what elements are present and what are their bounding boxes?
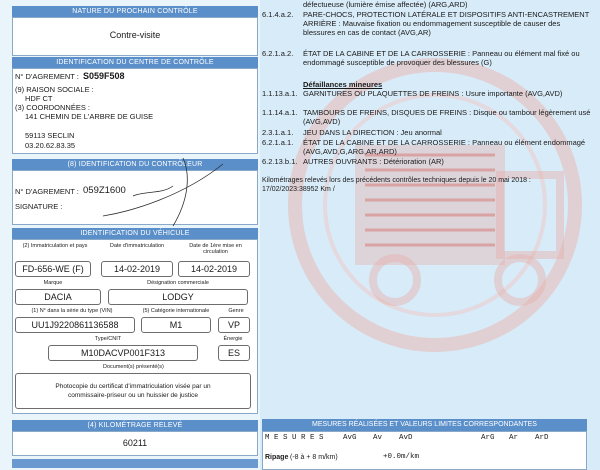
type-field: M10DACVP001F313 (48, 345, 198, 361)
immat-label: (2) Immatriculation et pays (22, 243, 88, 249)
date-circ-label: Date de 1ère mise en circulation (189, 243, 242, 255)
watermark-truck-emblem (285, 55, 595, 355)
mineure-text-2: JEU DANS LA DIRECTION : Jeu anormal (303, 128, 442, 137)
vin-field: UU1J9220861136588 (15, 317, 135, 333)
genre-label: Genre (228, 308, 244, 314)
centre-phone: 03.20.62.83.35 (25, 141, 76, 150)
energie-field: ES (218, 345, 250, 361)
km-header: (4) KILOMÉTRAGE RELEVÉ (12, 420, 258, 431)
mesures-box (262, 431, 587, 470)
ripage-label: Ripage (265, 454, 289, 461)
mesures-col-ard: ArD (535, 434, 549, 442)
km-value: 60211 (122, 438, 148, 448)
defect-text-2: ÉTAT DE LA CABINE ET DE LA CARROSSERIE : Panneau ou élément mal fixé ou endommagé susceptible de provoquer des blessures (G) (303, 49, 580, 67)
centre-agrement-label: N° D'AGREMENT : (15, 72, 79, 81)
coord-label: (3) COORDONNÉES : (15, 103, 91, 112)
signature-label: SIGNATURE : (15, 202, 63, 211)
km-note-line-1: Kilométrages relevés lors des précédents contrôles techniques depuis le 20 mai 2018 : (262, 177, 531, 184)
defect-text-1: PARE-CHOCS, PROTECTION LATÉRALE ET DISPOSITIFS ANTI-ENCASTREMENT ARRIÈRE : Mauvaise fixation ou endommagement susceptible de causer des blessures en cas de contact (AVG,AR) (303, 10, 590, 37)
mesures-col-arg: ArG (481, 434, 495, 442)
type-label: Type/CNIT (94, 336, 122, 342)
mineure-code-2: 2.3.1.a.1. (262, 128, 294, 137)
docs-line-1: Photocopie du certificat d'immatriculation visée par un (55, 383, 211, 390)
mesures-title: M E S U R E S (265, 434, 324, 442)
categorie-field: M1 (141, 317, 211, 333)
vehicule-header: IDENTIFICATION DU VÉHICULE (12, 228, 258, 239)
km-next-header-strip (12, 459, 258, 468)
signature-scribble (73, 156, 243, 231)
energie-label: Énergie (223, 336, 243, 342)
raison-label: (9) RAISON SOCIALE : (15, 85, 94, 94)
mineure-code-0: 1.1.13.a.1. (262, 89, 298, 98)
mineure-text-1: TAMBOURS DE FREINS, DISQUES DE FREINS : Disque ou tambour légèrement usé (AVG,AVD) (303, 108, 591, 126)
centre-city: 59113 SECLIN (25, 131, 75, 140)
categorie-label: (5) Catégorie internationale (142, 308, 210, 314)
controleur-agrement-label: N° D'AGREMENT : (15, 187, 79, 196)
mineures-title: Défaillances mineures (303, 80, 383, 89)
mineure-code-3: 6.2.1.a.1. (262, 138, 294, 147)
mineure-text-3: ÉTAT DE LA CABINE ET DE LA CARROSSERIE : Panneau ou élément endommagé (AVG,AVD,G,ARG,AR,ARD) (303, 138, 586, 156)
ripage-value: +0.0m/km (383, 453, 420, 461)
docs-label: Document(s) présenté(s) (103, 364, 164, 370)
defect-code-2: 6.2.1.a.2. (262, 49, 294, 58)
mesures-col-avd: AvD (399, 434, 413, 442)
mineure-text-0: GARNITURES OU PLAQUETTES DE FREINS : Usure importante (AVG,AVD) (303, 89, 563, 98)
docs-line-2: commissaire-priseur ou un huissier de justice (67, 392, 199, 399)
mineure-code-1: 1.1.14.a.1. (262, 108, 298, 117)
defect-text-0: défectueuse (lumière émise affectée) (ARG,ARD) (303, 0, 468, 9)
genre-field: VP (218, 317, 250, 333)
raison-value: HDF CT (25, 94, 53, 103)
immat-field: FD-656-WE (F) (15, 261, 91, 277)
mesures-col-av: Av (373, 434, 383, 442)
designation-label: Désignation commerciale (147, 280, 209, 286)
controleur-box (12, 170, 258, 225)
centre-header: IDENTIFICATION DU CENTRE DE CONTRÔLE (12, 57, 258, 68)
date-immat-field: 14-02-2019 (101, 261, 173, 277)
mineure-code-4: 6.2.13.b.1. (262, 157, 298, 166)
nature-box (12, 17, 258, 56)
controleur-agrement-value: 059Z1600 (83, 185, 126, 196)
vin-label: (1) N° dans la série du type (VIN) (31, 308, 113, 314)
centre-agrement-value: S059F508 (83, 71, 125, 81)
centre-address: 141 CHEMIN DE L'ARBRE DE GUISE (25, 112, 154, 121)
designation-field: LODGY (108, 289, 248, 305)
mesures-header: MESURES RÉALISÉES ET VALEURS LIMITES CORRESPONDANTES (262, 419, 587, 431)
marque-label: Marque (43, 280, 63, 286)
km-box (12, 431, 258, 456)
docs-field (15, 373, 251, 409)
centre-box (12, 68, 258, 154)
mesures-col-avg: AvG (343, 434, 357, 442)
vehicule-box (12, 239, 258, 414)
date-circ-field: 14-02-2019 (178, 261, 250, 277)
marque-field: DACIA (15, 289, 101, 305)
controleur-header: (8) IDENTIFICATION DU CONTRÔLEUR (12, 159, 258, 170)
ripage-range: (-8 à + 8 m/km) (290, 454, 338, 461)
km-note-line-2: 17/02/2023:38952 Km / (262, 186, 335, 193)
mineure-text-4: AUTRES OUVRANTS : Détérioration (AR) (303, 157, 444, 166)
nature-value: Contre-visite (109, 30, 161, 40)
date-immat-label: Date d'immatriculation (109, 243, 165, 249)
defect-code-1: 6.1.4.a.2. (262, 10, 294, 19)
mesures-col-ar: Ar (509, 434, 519, 442)
nature-header: NATURE DU PROCHAIN CONTRÔLE (12, 6, 258, 17)
